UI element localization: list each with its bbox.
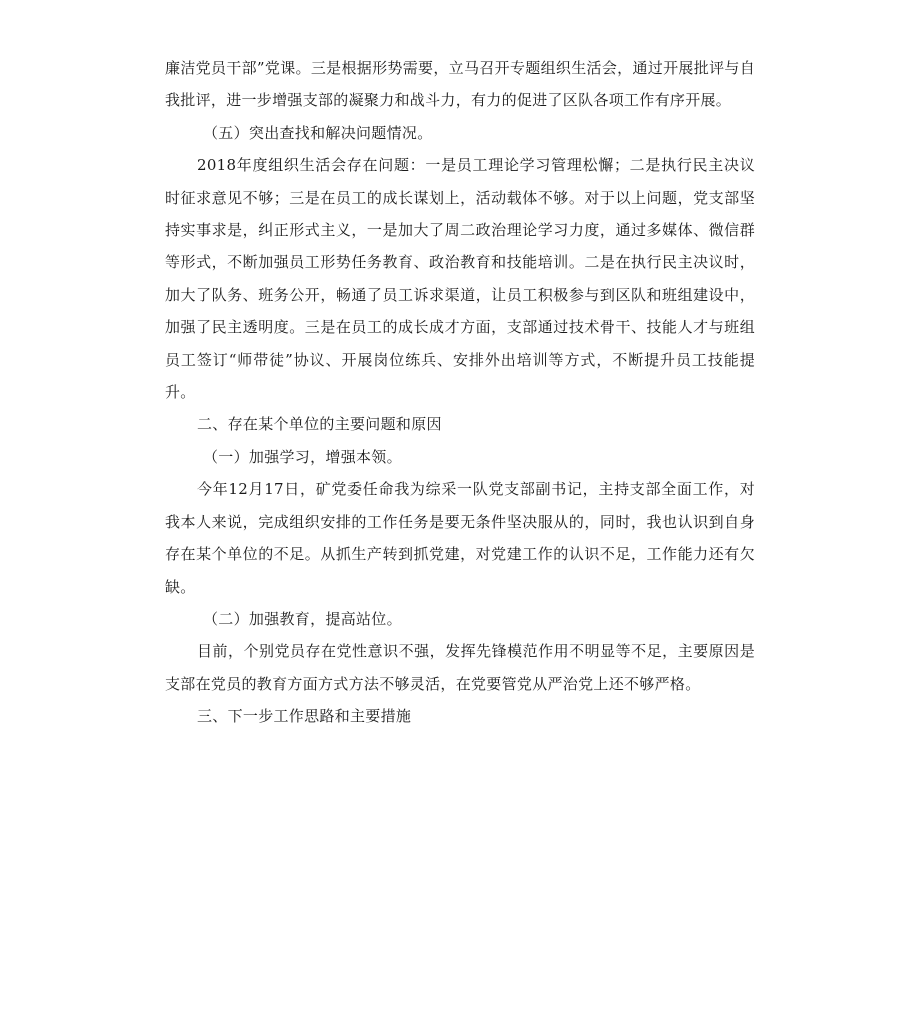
paragraph-2018-issues: 2018年度组织生活会存在问题：一是员工理论学习管理松懈；二是执行民主决议时征求意见不够；三是在员工的成长谋划上，活动载体不够。对于以上问题，党支部坚持实事求是，纠正形式主义，一是加大了周二政治理论学习力度，通过多媒体、微信群等形式，不断加强员工形势任务教育、政治教育和技能培训。二是在执行民主决议时，加大了队务、班务公开，畅通了员工诉求渠道，让员工积极参与到区队和班组建设中，加强了民主透明度。三是在员工的成长成才方面，支部通过技术骨干、技能人才与班组员工签订“师带徒”协议、开展岗位练兵、安排外出培训等方式，不断提升员工技能提升。: [165, 156, 755, 402]
paragraph-party-awareness: 目前，个别党员存在党性意识不强，发挥先锋模范作用不明显等不足，主要原因是支部在党员的教育方面方式方法不够灵活，在党要管党从严治党上还不够严格。: [165, 642, 755, 693]
heading-part-three: 三、下一步工作思路和主要措施: [197, 707, 412, 726]
heading-part-two: 二、存在某个单位的主要问题和原因: [197, 415, 442, 434]
document-body: [165, 52, 755, 733]
paragraph-appointment: 今年12月17日，矿党委任命我为综采一队党支部副书记，主持支部全面工作，对我本人来说，完成组织安排的工作任务是要无条件坚决服从的，同时，我也认识到自身存在某个单位的不足。从抓生产转到抓党建，对党建工作的认识不足，工作能力还有欠缺。: [165, 480, 755, 596]
heading-strengthen-study: （一）加强学习，增强本领。: [203, 447, 402, 466]
paragraph-party-lesson-continuation: 廉洁党员干部”党课。三是根据形势需要，立马召开专题组织生活会，通过开展批评与自我批评，进一步增强支部的凝聚力和战斗力，有力的促进了区队各项工作有序开展。: [165, 59, 755, 110]
heading-section-five: （五）突出查找和解决问题情况。: [203, 123, 433, 142]
heading-strengthen-education: （二）加强教育，提高站位。: [203, 609, 402, 628]
